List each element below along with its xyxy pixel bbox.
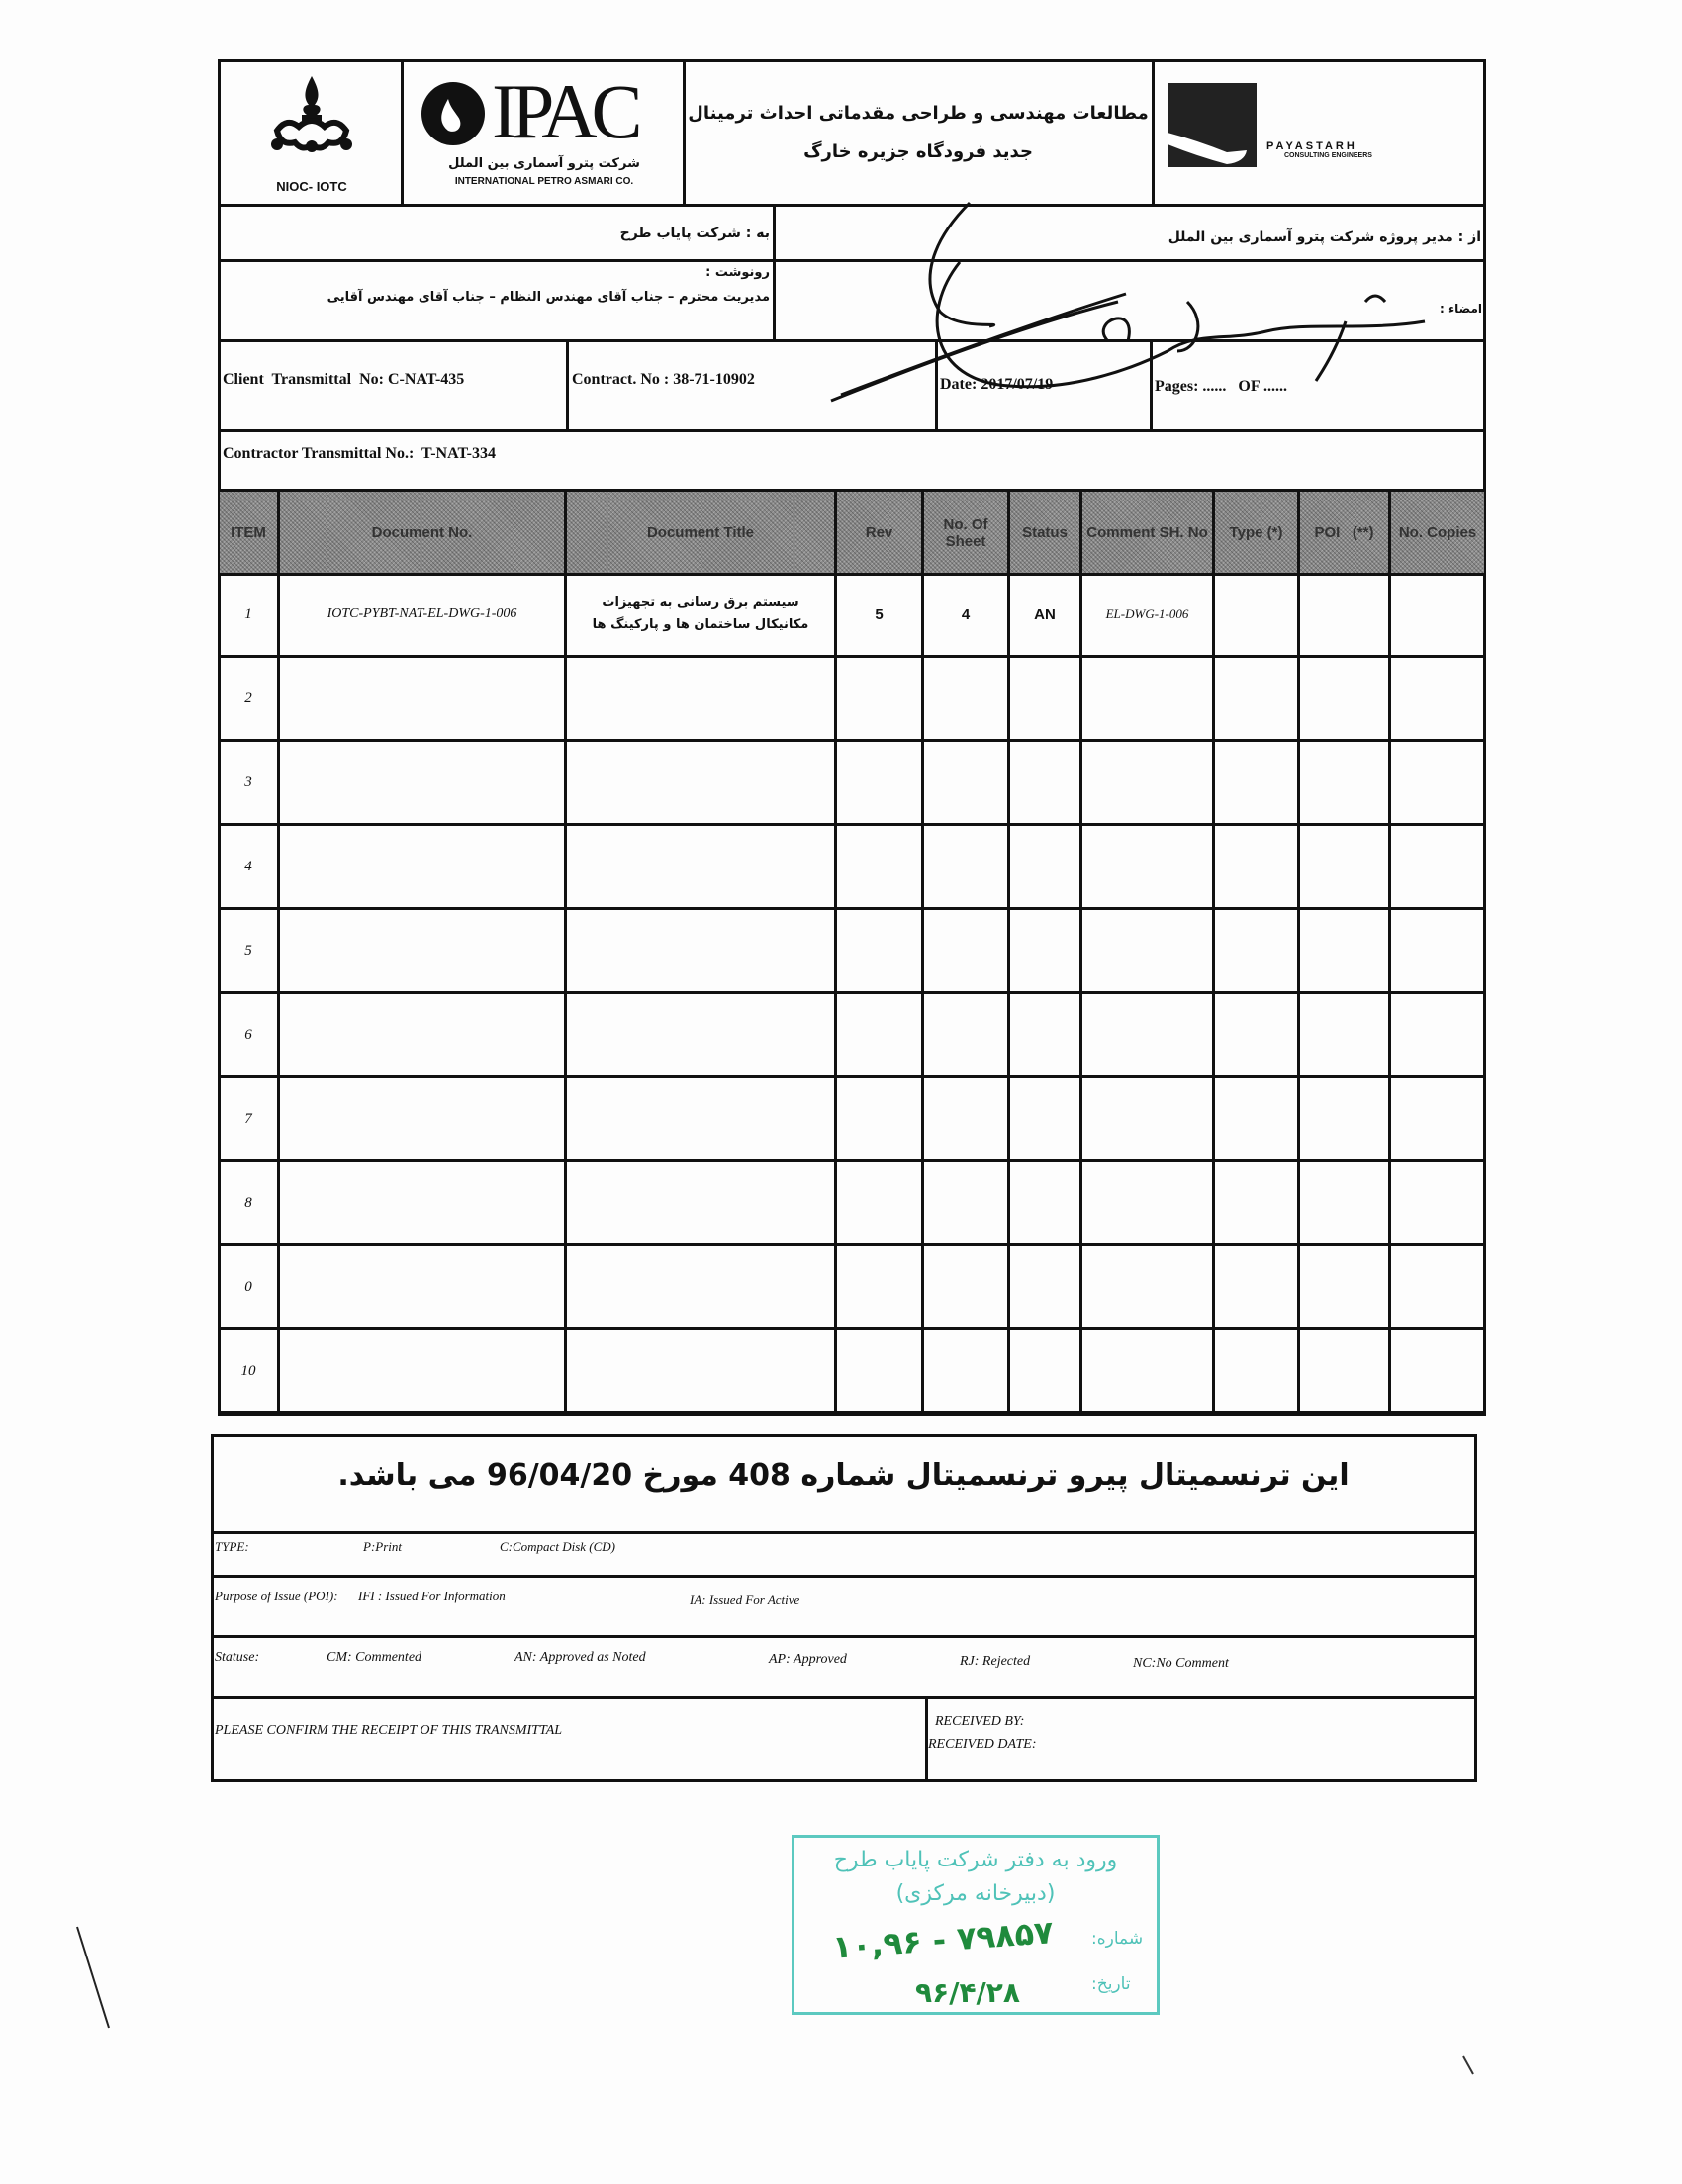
cell-rev bbox=[837, 1162, 921, 1243]
cell-no-copies bbox=[1391, 1330, 1484, 1411]
cell-document-title bbox=[567, 658, 834, 739]
cell-poi bbox=[1300, 826, 1388, 907]
cell-no-of-sheet: 4 bbox=[961, 605, 971, 623]
project-title-line2: جدید فرودگاه جزیره خارگ bbox=[803, 141, 1033, 162]
col-no-copies: No. Copies bbox=[1391, 492, 1484, 574]
cell-no-copies bbox=[1391, 658, 1484, 739]
cell-item: 0 bbox=[244, 1278, 252, 1295]
col-document-no: Document No. bbox=[280, 492, 564, 574]
payastarh-mark-icon bbox=[1168, 83, 1257, 167]
cell-document-title bbox=[567, 1162, 834, 1243]
stamp-number-label: شماره: bbox=[1091, 1929, 1144, 1949]
cell-type bbox=[1215, 826, 1297, 907]
cell-no-of-sheet bbox=[924, 910, 1007, 991]
client-transmittal-no: Client Transmittal No: C-NAT-435 bbox=[223, 371, 465, 388]
col-poi: POI (**) bbox=[1300, 492, 1388, 574]
cell-status bbox=[1010, 994, 1079, 1075]
cell-comment-sh-no bbox=[1082, 1162, 1212, 1243]
cell-type bbox=[1215, 1078, 1297, 1159]
cell-comment-sh-no bbox=[1082, 910, 1212, 991]
cell-document-title bbox=[567, 1330, 834, 1411]
col-document-title: Document Title bbox=[567, 492, 834, 574]
status-nc: NC:No Comment bbox=[1133, 1656, 1229, 1671]
cell-status: AN bbox=[1034, 605, 1056, 623]
cell-comment-sh-no: EL-DWG-1-006 bbox=[1105, 606, 1189, 621]
cell-item: 3 bbox=[244, 774, 252, 790]
cell-document-no bbox=[280, 994, 564, 1075]
confirm-receipt: PLEASE CONFIRM THE RECEIPT OF THIS TRANSMITTAL bbox=[215, 1723, 563, 1738]
receipt-stamp bbox=[792, 1835, 1160, 2015]
cell-document-no bbox=[280, 1330, 564, 1411]
cell-document-no bbox=[280, 658, 564, 739]
cell-rev bbox=[837, 1078, 921, 1159]
type-print: P:Print bbox=[363, 1539, 402, 1554]
cell-poi bbox=[1300, 574, 1388, 655]
cell-status bbox=[1010, 658, 1079, 739]
cell-document-no bbox=[280, 742, 564, 823]
cell-poi bbox=[1300, 1162, 1388, 1243]
cell-document-no bbox=[280, 1078, 564, 1159]
cell-item: 4 bbox=[244, 858, 252, 874]
scan-mark-left bbox=[69, 1919, 119, 2038]
status-rj: RJ: Rejected bbox=[960, 1654, 1031, 1669]
poi-ifi: IFI : Issued For Information bbox=[358, 1589, 506, 1603]
cell-item: 6 bbox=[244, 1026, 252, 1043]
stamp-line1: ورود به دفتر شرکت پایاب طرح bbox=[833, 1848, 1118, 1872]
cell-rev: 5 bbox=[875, 605, 884, 623]
cell-no-of-sheet bbox=[924, 1162, 1007, 1243]
col-no-of-sheet: No. Of Sheet bbox=[924, 492, 1007, 574]
cell-status bbox=[1010, 742, 1079, 823]
cell-no-of-sheet bbox=[924, 826, 1007, 907]
payastarh-subtitle: CONSULTING ENGINEERS bbox=[1284, 152, 1372, 159]
cell-document-no bbox=[280, 910, 564, 991]
cell-rev bbox=[837, 826, 921, 907]
footer-note: این ترنسمیتال پیرو ترنسمیتال شماره 408 مورخ 96/04/20 می باشد. bbox=[337, 1458, 1350, 1493]
to-field: به : شرکت پایاب طرح bbox=[619, 226, 770, 241]
col-item: ITEM bbox=[220, 492, 277, 574]
cell-status bbox=[1010, 1162, 1079, 1243]
cell-no-of-sheet bbox=[924, 658, 1007, 739]
ipac-drop-icon bbox=[419, 79, 488, 148]
ipac-wordmark: IPAC bbox=[492, 68, 637, 154]
cell-poi bbox=[1300, 1330, 1388, 1411]
cell-item: 5 bbox=[244, 942, 252, 958]
status-ap: AP: Approved bbox=[769, 1652, 847, 1667]
status-an: AN: Approved as Noted bbox=[514, 1650, 646, 1665]
cell-item: 1 bbox=[244, 605, 252, 622]
type-cd: C:Compact Disk (CD) bbox=[500, 1539, 615, 1554]
cell-comment-sh-no bbox=[1082, 658, 1212, 739]
cell-document-title: سیستم برق رسانی به تجهیزات مکانیکال ساختمان ها و پارکینگ ها bbox=[592, 595, 809, 632]
status-label: Statuse: bbox=[215, 1650, 260, 1665]
cell-no-copies bbox=[1391, 826, 1484, 907]
cell-document-no: IOTC-PYBT-NAT-EL-DWG-1-006 bbox=[327, 606, 517, 621]
cell-comment-sh-no bbox=[1082, 1246, 1212, 1327]
payastarh-logo bbox=[1168, 83, 1474, 182]
cell-type bbox=[1215, 658, 1297, 739]
cell-item: 2 bbox=[244, 689, 252, 706]
cell-no-of-sheet bbox=[924, 994, 1007, 1075]
cell-document-no bbox=[280, 1162, 564, 1243]
cell-rev bbox=[837, 742, 921, 823]
cell-no-copies bbox=[1391, 994, 1484, 1075]
cell-no-copies bbox=[1391, 574, 1484, 655]
cell-poi bbox=[1300, 658, 1388, 739]
received-date: RECEIVED DATE: bbox=[928, 1737, 1037, 1752]
cell-rev bbox=[837, 910, 921, 991]
cell-document-no bbox=[280, 826, 564, 907]
cell-type bbox=[1215, 1162, 1297, 1243]
cell-no-of-sheet bbox=[924, 742, 1007, 823]
nioc-logo bbox=[247, 71, 376, 194]
cell-status bbox=[1010, 910, 1079, 991]
cell-rev bbox=[837, 994, 921, 1075]
col-status: Status bbox=[1010, 492, 1079, 574]
status-cm: CM: Commented bbox=[327, 1650, 422, 1665]
signature bbox=[811, 183, 1484, 410]
cell-document-title bbox=[567, 1246, 834, 1327]
col-comment-sh-no: Comment SH. No bbox=[1082, 492, 1212, 574]
cell-type bbox=[1215, 1330, 1297, 1411]
cell-item: 7 bbox=[244, 1110, 252, 1127]
cell-no-of-sheet bbox=[924, 1330, 1007, 1411]
cell-poi bbox=[1300, 742, 1388, 823]
cell-type bbox=[1215, 994, 1297, 1075]
stamp-line2: (دبیرخانه مرکزی) bbox=[895, 1881, 1056, 1906]
cell-type bbox=[1215, 910, 1297, 991]
project-title-line1: مطالعات مهندسی و طراحی مقدماتی احداث ترمینال bbox=[688, 103, 1149, 124]
cc-label: رونوشت : bbox=[705, 265, 770, 280]
cell-document-title bbox=[567, 910, 834, 991]
cell-item: 8 bbox=[244, 1194, 252, 1211]
cell-rev bbox=[837, 658, 921, 739]
cell-comment-sh-no bbox=[1082, 1330, 1212, 1411]
cell-status bbox=[1010, 826, 1079, 907]
date-field: Date: 2017/07/19 bbox=[940, 376, 1054, 393]
ipac-persian-name: شرکت پترو آسماری بین الملل bbox=[448, 156, 640, 171]
cell-poi bbox=[1300, 1246, 1388, 1327]
ipac-logo bbox=[411, 65, 678, 204]
cell-document-title bbox=[567, 994, 834, 1075]
cell-type bbox=[1215, 742, 1297, 823]
poi-ia: IA: Issued For Active bbox=[690, 1592, 800, 1607]
contract-no: Contract. No : 38-71-10902 bbox=[572, 371, 755, 388]
col-rev: Rev bbox=[837, 492, 921, 574]
cell-no-copies bbox=[1391, 1162, 1484, 1243]
cell-no-copies bbox=[1391, 1078, 1484, 1159]
cc-value: مدیریت محترم – جناب آقای مهندس النظام – جناب آقای مهندس آقایی bbox=[327, 290, 770, 305]
nioc-flame-icon bbox=[247, 71, 376, 160]
cell-document-title bbox=[567, 742, 834, 823]
ipac-english-name: INTERNATIONAL PETRO ASMARI CO. bbox=[454, 176, 634, 187]
received-by: RECEIVED BY: bbox=[935, 1714, 1025, 1729]
stamp-number-value: ۱۰,۹۶ - ۷۹۸۵۷ bbox=[831, 1913, 1055, 1966]
cell-document-title bbox=[567, 1078, 834, 1159]
cell-document-no bbox=[280, 1246, 564, 1327]
col-type: Type (*) bbox=[1215, 492, 1297, 574]
stamp-date-value: ۹۶/۴/۲۸ bbox=[915, 1976, 1020, 2009]
scan-mark-right bbox=[1459, 2052, 1479, 2082]
stamp-date-label: تاریخ: bbox=[1091, 1974, 1131, 1994]
cell-status bbox=[1010, 1078, 1079, 1159]
cell-poi bbox=[1300, 1078, 1388, 1159]
cell-status bbox=[1010, 1246, 1079, 1327]
cell-poi bbox=[1300, 910, 1388, 991]
type-label: TYPE: bbox=[215, 1539, 249, 1554]
signature-label: امضاء : bbox=[1440, 302, 1482, 316]
cell-item: 10 bbox=[240, 1362, 256, 1379]
from-field: از : مدیر پروژه شرکت پترو آسماری بین الملل bbox=[1168, 229, 1481, 245]
cell-comment-sh-no bbox=[1082, 994, 1212, 1075]
cell-no-of-sheet bbox=[924, 1078, 1007, 1159]
cell-no-copies bbox=[1391, 1246, 1484, 1327]
cell-type bbox=[1215, 574, 1297, 655]
cell-comment-sh-no bbox=[1082, 742, 1212, 823]
nioc-caption: NIOC- IOTC bbox=[276, 179, 347, 194]
cell-rev bbox=[837, 1246, 921, 1327]
poi-label: Purpose of Issue (POI): bbox=[215, 1589, 338, 1603]
cell-comment-sh-no bbox=[1082, 826, 1212, 907]
cell-rev bbox=[837, 1330, 921, 1411]
cell-no-copies bbox=[1391, 910, 1484, 991]
cell-no-copies bbox=[1391, 742, 1484, 823]
cell-status bbox=[1010, 1330, 1079, 1411]
pages-field: Pages: ...... OF ...... bbox=[1155, 378, 1288, 395]
cell-document-title bbox=[567, 826, 834, 907]
cell-type bbox=[1215, 1246, 1297, 1327]
row-divider bbox=[218, 1411, 1486, 1414]
cell-no-of-sheet bbox=[924, 1246, 1007, 1327]
cell-poi bbox=[1300, 994, 1388, 1075]
payastarh-name: PAYASTARH bbox=[1266, 140, 1357, 152]
contractor-transmittal-no: Contractor Transmittal No.: T-NAT-334 bbox=[223, 445, 496, 462]
cell-comment-sh-no bbox=[1082, 1078, 1212, 1159]
